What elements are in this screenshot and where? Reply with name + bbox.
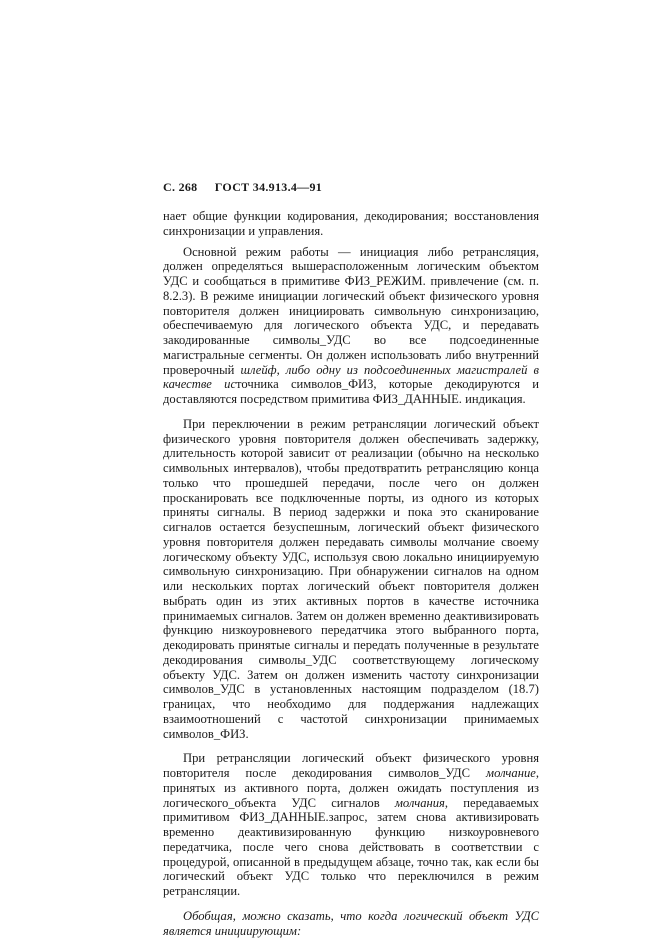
text-segment: При ретрансляции логический объект физического уровня повторителя после декодирования символов_УДС (163, 751, 539, 780)
italic-text-segment: молчание (486, 766, 536, 780)
document-page (163, 180, 539, 948)
body-text (163, 209, 539, 938)
paragraph (163, 751, 539, 899)
italic-text-segment: шлейф, либо одну из подсоединенных магистралей в качестве ис (163, 362, 539, 392)
text-segment: Основной режим работы — инициация либо ретрансляция, должен определяться вышерасположенным логическим объектом УДС и сообщаться в примитиве ФИЗ_РЕЖИМ. привлечение (см. п. 8.2.3). В режиме инициации логический объект физического уровня повторителя должен инициировать символьную синхронизацию, обеспечиваемую для логического объекта УДС, и передавать закодированные символы_УДС во все подсоединенные магистральные сегменты. Он должен использовать либо внутренний проверочный (163, 244, 539, 377)
standard-designation: ГОСТ 34.913.4—91 (214, 180, 323, 194)
paragraph (163, 417, 539, 742)
paragraph (163, 209, 539, 239)
text-segment: нает общие функции кодирования, декодирования; восстановления синхронизации и управления. (163, 209, 539, 238)
text-segment: точника символов_ФИЗ, которые декодируются и доставляются посредством примитива ФИЗ_ДАННЫЕ. индикация. (163, 377, 539, 406)
page-number: С. 268 (163, 180, 198, 194)
text-segment: , принятых из активного порта, должен ожидать поступления из логического_объекта УДС сигналов (163, 766, 539, 810)
paragraph (163, 245, 539, 407)
italic-text-segment: Обобщая, можно сказать, что когда логический объект УДС является инициирующим: (163, 908, 539, 938)
paragraph (163, 909, 539, 939)
text-segment: , передаваемых примитивом ФИЗ_ДАННЫЕ.запрос, затем снова активизировать временно деактивизированную функцию низкоуровневого передатчика, после чего снова действовать в соответствии с процедурой, описанной в предыдущем абзаце, точно так, как если бы логический объект УДС только что переключился в режим ретрансляции. (163, 795, 539, 898)
italic-text-segment: молчания (394, 795, 445, 810)
page-header (163, 180, 539, 195)
text-segment: При переключении в режим ретрансляции логический объект физического уровня повторителя должен обеспечивать задержку, длительность которой зависит от реализации (обычно на несколько символьных интервалов), чтобы предотвратить ретрансляцию конца только что прошедшей передачи, после чего он должен просканировать все подключенные порты, из одного из которых приняты сигналы. В период задержки и пока это сканирование сигналов остается безуспешным, логический объект физического уровня повторителя должен передавать символы молчание своему логическому объекту УДС, используя свою локально инициируемую символьную синхронизацию. При обнаружении сигналов на одном или нескольких портах логический объект повторителя должен выбрать один из этих активных портов в качестве источника принимаемых сигналов. Затем он должен временно деактивизировать функцию низкоуровневого передатчика этого выбранного порта, декодировать принятые сигналы и передать полученные в результате декодирования символы_УДС соответствующему логическому объекту УДС. Затем он должен изменить частоту синхронизации символов_УДС в установленных настоящим подразделом (18.7) границах, что необходимо для поддержания надлежащих взаимоотношений с частотой синхронизации принимаемых символов_ФИЗ. (163, 416, 539, 741)
